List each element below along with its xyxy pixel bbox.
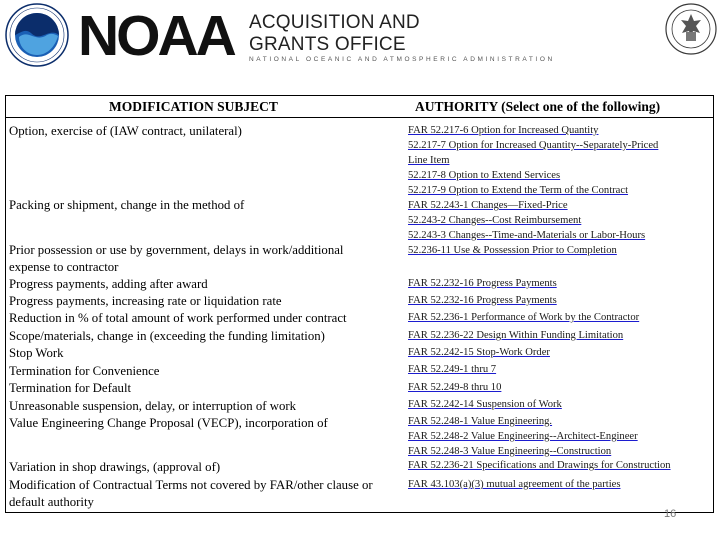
subject-prior-possession: Prior possession or use by government, delays in work/additional expense to contractor (9, 243, 344, 274)
office-title-line1: ACQUISITION AND (249, 12, 420, 33)
authority-option-clauses (408, 123, 658, 198)
far-link[interactable]: FAR 52.232-16 Progress Payments (408, 295, 557, 306)
far-link[interactable]: 52.243-2 Changes--Cost Reimbursement (408, 215, 582, 226)
subject-packing-shipment: Packing or shipment, change in the method of (9, 198, 245, 212)
far-link[interactable]: Line Item (408, 155, 450, 166)
office-title-line2: GRANTS OFFICE (249, 34, 406, 55)
page-number: 16 (664, 508, 677, 520)
far-link[interactable]: FAR 52.217-6 Option for Increased Quantity (408, 125, 599, 136)
subject-value-engineering: Value Engineering Change Proposal (VECP), incorporation of (9, 416, 328, 430)
far-link[interactable]: FAR 43.103(a)(3) mutual agreement of the parties (408, 479, 621, 490)
subject-progress-payments-increasing: Progress payments, increasing rate or liquidation rate (9, 294, 282, 308)
far-link[interactable]: FAR 52.248-3 Value Engineering--Construction (408, 446, 612, 457)
modification-authority-table (5, 95, 714, 513)
authority-stop-work (408, 345, 550, 360)
far-link[interactable]: FAR 52.242-15 Stop-Work Order (408, 347, 550, 358)
subject-reduction-work: Reduction in % of total amount of work performed under contract (9, 311, 347, 325)
subject-modification-contractual-terms: Modification of Contractual Terms not covered by FAR/other clause or default authority (9, 478, 373, 509)
page-header (0, 0, 720, 80)
authority-termination-convenience (408, 362, 496, 377)
far-link[interactable]: FAR 52.249-8 thru 10 (408, 382, 502, 393)
far-link[interactable]: 52.217-7 Option for Increased Quantity--Separately-Priced (408, 140, 659, 151)
authority-changes-clauses (408, 198, 645, 258)
far-link[interactable]: FAR 52.236-22 Design Within Funding Limitation (408, 330, 624, 341)
office-subtitle: NATIONAL OCEANIC AND ATMOSPHERIC ADMINISTRATION (249, 56, 555, 63)
subject-option-exercise: Option, exercise of (IAW contract, unilateral) (9, 124, 242, 138)
commerce-seal-icon (665, 3, 717, 55)
authority-suspension-work (408, 397, 562, 412)
subject-termination-default: Termination for Default (9, 381, 132, 395)
far-link[interactable]: 52.243-3 Changes--Time-and-Materials or Labor-Hours (408, 230, 646, 241)
far-link[interactable]: FAR 52.243-1 Changes—Fixed-Price (408, 200, 568, 211)
noaa-wordmark: NOAA (78, 4, 234, 68)
subject-progress-payments-adding: Progress payments, adding after award (9, 277, 208, 291)
authority-mutual-agreement (408, 477, 621, 492)
far-link[interactable]: 52.217-8 Option to Extend Services (408, 170, 561, 181)
far-link[interactable]: 52.236-11 Use & Possession Prior to Completion (408, 245, 617, 256)
subject-shop-drawings: Variation in shop drawings, (approval of) (9, 460, 221, 474)
header-divider (6, 117, 713, 118)
authority-value-engineering (408, 414, 638, 459)
authority-progress-payments-1 (408, 276, 557, 291)
authority-termination-default (408, 380, 501, 395)
far-link[interactable]: FAR 52.242-14 Suspension of Work (408, 399, 562, 410)
column-header-subject: MODIFICATION SUBJECT (109, 99, 278, 114)
subject-suspension-delay: Unreasonable suspension, delay, or interruption of work (9, 399, 297, 413)
far-link[interactable]: FAR 52.249-1 thru 7 (408, 364, 497, 375)
authority-specifications-drawings (408, 458, 671, 473)
far-link[interactable]: 52.217-9 Option to Extend the Term of the Contract (408, 185, 629, 196)
column-header-authority: AUTHORITY (Select one of the following) (415, 99, 661, 114)
subject-scope-materials: Scope/materials, change in (exceeding the funding limitation) (9, 329, 325, 343)
subject-termination-convenience: Termination for Convenience (9, 364, 160, 378)
far-link[interactable]: FAR 52.248-2 Value Engineering--Architect-Engineer (408, 431, 638, 442)
far-link[interactable]: FAR 52.236-1 Performance of Work by the Contractor (408, 312, 640, 323)
noaa-emblem-icon (5, 3, 69, 67)
authority-design-funding (408, 328, 623, 343)
authority-performance-work (408, 310, 639, 325)
subject-stop-work: Stop Work (9, 346, 64, 360)
far-link[interactable]: FAR 52.236-21 Specifications and Drawings for Construction (408, 460, 671, 471)
far-link[interactable]: FAR 52.248-1 Value Engineering. (408, 416, 553, 427)
far-link[interactable]: FAR 52.232-16 Progress Payments (408, 278, 557, 289)
authority-progress-payments-2 (408, 293, 557, 308)
